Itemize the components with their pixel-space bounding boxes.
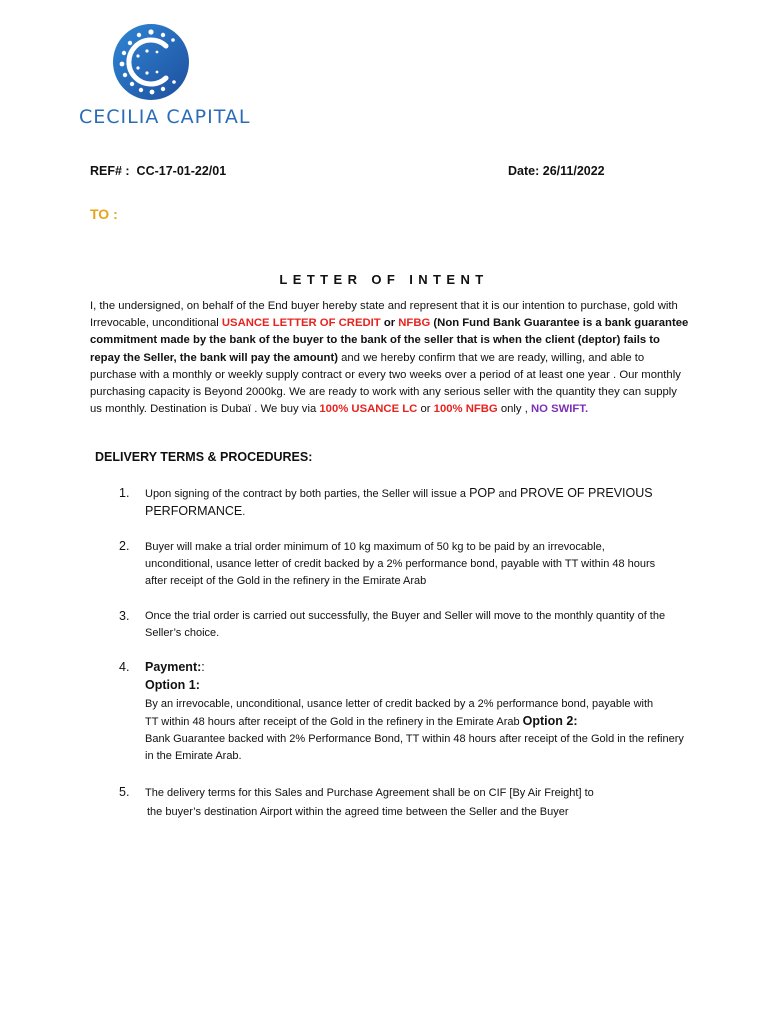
payment-label-text: Payment:	[145, 660, 202, 674]
intro-or-2: or	[417, 403, 434, 416]
pop-term: POP	[469, 486, 496, 500]
to-label: TO :	[90, 206, 118, 222]
nfbg-highlight: NFBG	[398, 317, 431, 330]
item-1-end: .	[242, 506, 246, 519]
list-item: Buyer will make a trial order minimum of 10 kg maximum of 50 kg to be paid by an irrevocable, unconditional, usance letter of credit backed by a 2% performance bond, payable with TT within 48 hours after receipt of the Gold in the refinery in the Emirate Arab	[145, 541, 656, 588]
reference	[90, 164, 226, 178]
option-1-body: By an irrevocable, unconditional, usance letter of credit backed by a 2% performance bond, payable with TT within 48 hours after receipt of the Gold in the refinery in the Emirate Arab	[145, 698, 654, 729]
item-5-line-2: the buyer’s destination Airport within the agreed time between the Seller and the Buyer	[147, 806, 569, 818]
option-2-label: Option 2:	[522, 714, 578, 729]
intro-paragraph	[90, 298, 690, 418]
intro-or-1: or	[380, 317, 399, 330]
option-1-label: Option 1:	[145, 678, 200, 692]
item-number: 4.	[119, 660, 130, 674]
item-number: 5.	[119, 785, 130, 799]
cecilia-capital-logo-icon	[111, 22, 191, 102]
list-item: Once the trial order is carried out successfully, the Buyer and Seller will move to the monthly quantity of the Seller’s choice.	[145, 610, 666, 640]
nfbg-definition: (Non Fund Bank Guarantee is a bank guarantee commitment made by the bank of the buyer to the bank of the seller that is when the client (deptor) fails to repay the Seller, the bank will pay the amount)	[90, 317, 689, 364]
payment-colon: :	[201, 660, 205, 674]
list-item	[145, 485, 685, 521]
item-1-and: and	[495, 488, 520, 500]
payment-label	[145, 659, 685, 676]
ref-value: CC-17-01-22/01	[136, 164, 227, 178]
intro-text-1: I, the undersigned, on behalf of the End buyer hereby state and represent that it is our intention to purchase, gold with Irrevocable, unconditional	[90, 300, 678, 330]
ref-label: REF# :	[90, 164, 130, 178]
intro-text-2: and we hereby confirm that we are ready, willing, and able to purchase with a monthly or weekly supply contract or every two weeks over a period of at least one year . Our monthly purchasing capacity is Beyond 2000kg. We are ready to work with any serious seller with the quantity they can supply us monthly. Destination is Dubaï . We buy via	[90, 351, 681, 416]
date	[508, 164, 605, 178]
item-number: 1.	[119, 486, 130, 500]
date-label: Date:	[508, 164, 540, 178]
company-name: CECILIA CAPITAL	[79, 106, 251, 128]
item-number: 2.	[119, 539, 130, 553]
delivery-heading: DELIVERY TERMS & PROCEDURES:	[95, 450, 313, 464]
date-value: 26/11/2022	[542, 164, 605, 178]
option-2-text: Bank Guarantee backed with 2% Performance Bond, TT within 48 hours after receipt of the Gold in the refinery in the Emirate Arab.	[145, 733, 684, 763]
intro-only: only ,	[497, 403, 531, 416]
item-1-text: Upon signing of the contract by both parties, the Seller will issue a	[145, 488, 470, 500]
usance-lc-highlight: USANCE LETTER OF CREDIT	[221, 317, 381, 330]
item-number: 3.	[119, 609, 130, 623]
nfbg-100-highlight: 100% NFBG	[433, 403, 498, 416]
item-5-line-1: The delivery terms for this Sales and Purchase Agreement shall be on CIF [By Air Freight] to	[145, 787, 594, 799]
usance-lc-100-highlight: 100% USANCE LC	[319, 403, 418, 416]
document-title: LETTER OF INTENT	[279, 272, 489, 287]
no-swift-highlight: NO SWIFT.	[530, 403, 589, 416]
prove-term: PROVE OF PREVIOUS PERFORMANCE	[145, 486, 653, 519]
option-1-text	[145, 696, 665, 731]
